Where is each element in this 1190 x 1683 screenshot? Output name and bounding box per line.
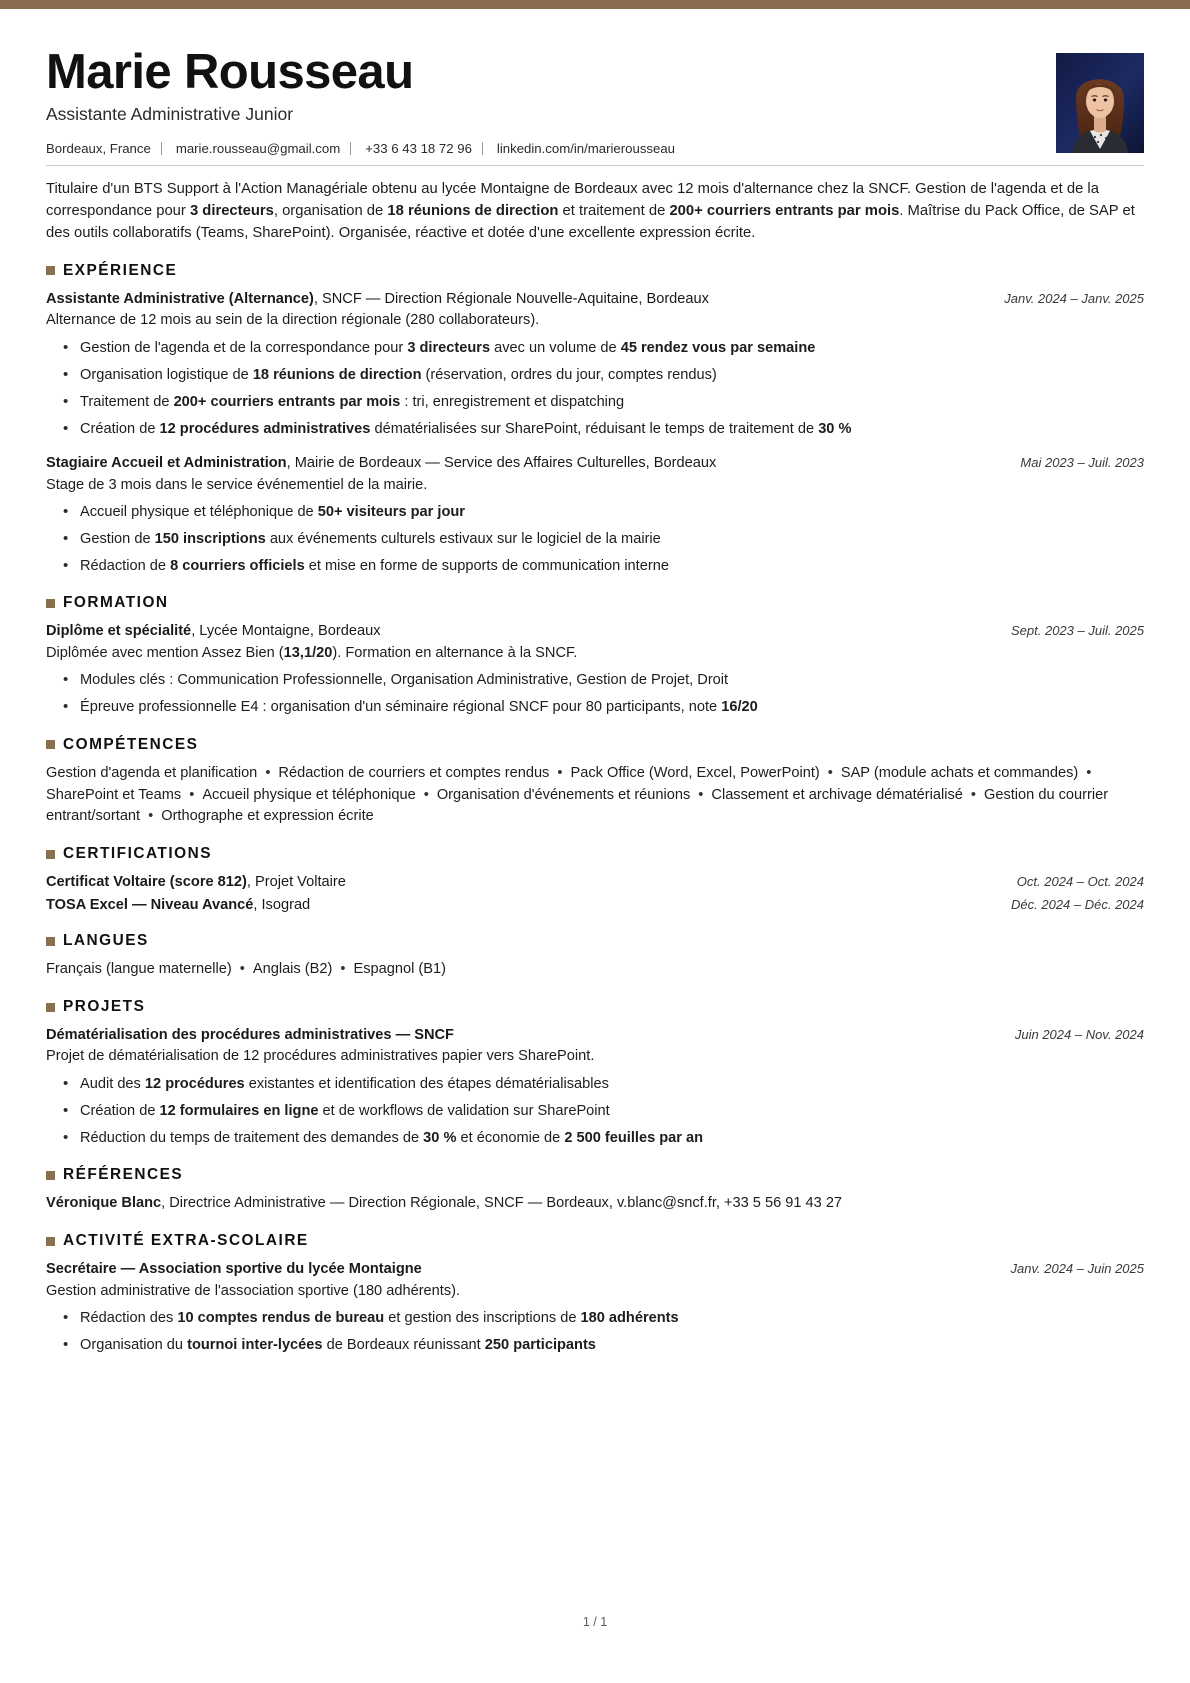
entry-organization: , Lycée Montaigne, Bordeaux: [191, 623, 381, 640]
body-text: et traitement de: [558, 203, 670, 220]
body-text: aux événements culturels estivaux sur le logiciel de la mairie: [265, 531, 661, 548]
bullet-item: [80, 697, 1144, 718]
section-title: RÉFÉRENCES: [63, 1166, 184, 1184]
section-marker-icon: [46, 740, 55, 749]
entry-header-row: [46, 1025, 1144, 1045]
portrait-photo-icon: [1056, 53, 1144, 153]
body-text: de Bordeaux réunissant: [322, 1337, 485, 1354]
body-text: et économie de: [456, 1130, 565, 1147]
highlight-text: 12 procédures administratives: [159, 421, 371, 437]
contact-separator: [482, 142, 483, 155]
experience-entries: [46, 289, 1144, 578]
highlight-text: tournoi inter-lycées: [187, 1337, 323, 1354]
body-text: Organisation du: [80, 1337, 188, 1354]
body-text: Audit des: [80, 1075, 145, 1092]
body-text: Diplômée avec mention Assez Bien (: [46, 644, 284, 661]
list-separator-icon: •: [970, 786, 976, 803]
entry-date-range: Sept. 2023 – Juil. 2025: [1011, 623, 1144, 639]
bullet-item: [80, 1101, 1144, 1122]
section-marker-icon: [46, 937, 55, 946]
body-text: Épreuve professionnelle E4 : organisation d'un séminaire régional SNCF pour 80 participants, note: [80, 699, 722, 716]
list-item: SAP (module achats et commandes): [840, 764, 1079, 781]
languages-list: [46, 959, 1144, 981]
section-marker-icon: [46, 1171, 55, 1180]
reference-entry: [46, 1193, 1144, 1215]
body-text: existantes et identification des étapes dématérialisables: [244, 1075, 609, 1092]
body-text: Accueil physique et téléphonique de: [80, 504, 318, 520]
body-text: Rédaction de: [80, 558, 171, 575]
list-separator-icon: •: [189, 786, 195, 803]
entry-description: [46, 643, 1144, 663]
body-text: Création de: [80, 1103, 160, 1120]
entry-title: [46, 289, 709, 309]
entry-header-row: [46, 621, 1144, 641]
section-header-references: [46, 1166, 1144, 1184]
list-separator-icon: •: [698, 786, 704, 803]
bullet-item: [80, 1335, 1144, 1356]
section-title: CERTIFICATIONS: [63, 845, 212, 863]
contact-email[interactable]: marie.rousseau@gmail.com: [175, 141, 341, 157]
body-text: Création de: [80, 421, 160, 437]
entry-description: Gestion administrative de l'association sportive (180 adhérents).: [46, 1282, 461, 1299]
entry-bullet-list: [46, 1308, 1144, 1356]
list-item: Rédaction de courriers et comptes rendus: [278, 764, 550, 781]
contact-line: [46, 141, 1144, 165]
certification-issuer: , Isograd: [253, 896, 311, 913]
entry-title: [46, 1259, 422, 1279]
entry-bullet-list: [46, 670, 1144, 718]
contact-phone[interactable]: +33 6 43 18 72 96: [365, 141, 472, 157]
skills-list: [46, 763, 1144, 829]
section-marker-icon: [46, 850, 55, 859]
list-separator-icon: •: [340, 961, 346, 978]
highlight-text: 2 500 feuilles par an: [564, 1130, 704, 1147]
list-separator-icon: •: [239, 961, 245, 978]
list-item: Classement et archivage dématérialisé: [711, 786, 963, 803]
entry-title: [46, 621, 381, 641]
body-text: Gestion de l'agenda et de la correspondance pour: [80, 339, 408, 356]
bullet-item: [80, 1308, 1144, 1329]
body-text: Titulaire d'un BTS Support à l'Action Managériale obtenu au lycée Montaigne de Bordeaux avec 12 mois d'alternance chez la SNCF. Gestion de l'agenda et de la correspondance pour: [46, 181, 1099, 220]
section-header-langues: [46, 932, 1144, 950]
contact-separator: [161, 142, 162, 155]
section-header-certifications: [46, 845, 1144, 863]
section-title: FORMATION: [63, 594, 169, 612]
highlight-text: 18 réunions de direction: [252, 366, 422, 383]
section-header-extra-scolaire: [46, 1232, 1144, 1250]
section-title: PROJETS: [63, 998, 146, 1016]
resume-entry: [46, 1259, 1144, 1356]
section-header-experience: [46, 262, 1144, 280]
body-text: . Maîtrise du Pack Office, de SAP et des outils collaboratifs (Teams, SharePoint). Organisée, réactive et dotée d'une excellente expression écrite.: [46, 203, 1135, 241]
body-text: et mise en forme de supports de communication interne: [304, 558, 669, 575]
body-text: : tri, enregistrement et dispatching: [400, 393, 625, 410]
certification-name: TOSA Excel — Niveau Avancé: [46, 896, 254, 913]
bullet-item: [80, 502, 1144, 523]
highlight-text: 250 participants: [484, 1337, 596, 1354]
certification-row: [46, 872, 1144, 892]
highlight-text: 30 %: [818, 421, 852, 437]
certification-date-range: Oct. 2024 – Oct. 2024: [1016, 874, 1144, 890]
entry-bullet-list: [46, 338, 1144, 441]
certification-entries: [46, 872, 1144, 915]
highlight-text: 16/20: [721, 699, 758, 716]
entry-role: Dématérialisation des procédures administratives — SNCF: [46, 1027, 454, 1044]
section-marker-icon: [46, 1237, 55, 1246]
certification-date-range: Déc. 2024 – Déc. 2024: [1011, 896, 1144, 912]
professional-summary: [46, 179, 1144, 244]
accent-top-bar: [0, 0, 1190, 9]
body-text: (réservation, ordres du jour, comptes rendus): [421, 366, 717, 383]
section-header-competences: [46, 736, 1144, 754]
certification-row: [46, 895, 1144, 915]
section-title: COMPÉTENCES: [63, 735, 199, 753]
highlight-text: 30 %: [423, 1130, 457, 1147]
list-separator-icon: •: [148, 808, 154, 825]
highlight-text: 45 rendez vous par semaine: [620, 339, 816, 356]
bullet-item: [80, 556, 1144, 577]
entry-header-row: [46, 1259, 1144, 1279]
body-text: avec un volume de: [490, 339, 621, 356]
resume-entry: [46, 453, 1144, 577]
page-indicator: 1 / 1: [582, 1615, 608, 1629]
list-item: Anglais (B2): [252, 961, 333, 978]
list-item: Orthographe et expression écrite: [161, 808, 374, 825]
body-text: ). Formation en alternance à la SNCF.: [332, 644, 578, 661]
entry-bullet-list: [46, 502, 1144, 577]
entry-title: [46, 1025, 454, 1045]
highlight-text: 50+ visiteurs par jour: [317, 504, 465, 520]
body-text: Modules clés : Communication Professionnelle, Organisation Administrative, Gestion de Projet, Droit: [80, 672, 729, 689]
list-separator-icon: •: [557, 764, 563, 781]
section-header-projets: [46, 998, 1144, 1016]
entry-bullet-list: [46, 1074, 1144, 1149]
candidate-headline: Assistante Administrative Junior: [46, 104, 294, 125]
list-separator-icon: •: [827, 764, 833, 781]
resume-entry: [46, 1025, 1144, 1149]
bullet-item: [80, 338, 1144, 359]
highlight-text: 8 courriers officiels: [170, 558, 305, 575]
entry-description: Projet de dématérialisation de 12 procédures administratives papier vers SharePoint.: [46, 1048, 595, 1065]
highlight-text: 200+ courriers entrants par mois: [173, 393, 401, 410]
list-separator-icon: •: [1086, 764, 1092, 781]
highlight-text: 12 formulaires en ligne: [159, 1103, 319, 1120]
entry-date-range: Mai 2023 – Juil. 2023: [1020, 455, 1144, 471]
certification-title: [46, 895, 310, 915]
entry-header-row: [46, 289, 1144, 309]
resume-header: [46, 47, 1144, 166]
highlight-text: 18 réunions de direction: [387, 203, 559, 220]
resume-entry: [46, 621, 1144, 718]
body-text: et de workflows de validation sur SharePoint: [318, 1103, 610, 1120]
project-entries: [46, 1025, 1144, 1149]
entry-date-range: Juin 2024 – Nov. 2024: [1014, 1027, 1144, 1043]
entry-description: Stage de 3 mois dans le service événementiel de la mairie.: [46, 476, 428, 493]
list-item: Accueil physique et téléphonique: [202, 786, 416, 803]
highlight-text: 10 comptes rendus de bureau: [177, 1310, 385, 1327]
bullet-item: [80, 1074, 1144, 1095]
list-item: Gestion d'agenda et planification: [46, 764, 258, 781]
body-text: Traitement de: [80, 393, 174, 410]
entry-role: Stagiaire Accueil et Administration: [46, 455, 287, 472]
section-marker-icon: [46, 599, 55, 608]
section-title: EXPÉRIENCE: [63, 261, 178, 279]
body-text: , organisation de: [273, 203, 388, 220]
bullet-item: [80, 529, 1144, 550]
formation-entries: [46, 621, 1144, 718]
reference-details: , Directrice Administrative — Direction Régionale, SNCF — Bordeaux, v.blanc@sncf.fr, +33 5 56 91 43 27: [161, 1195, 843, 1212]
highlight-text: 180 adhérents: [580, 1310, 679, 1327]
list-item: Espagnol (B1): [353, 961, 446, 978]
list-separator-icon: •: [265, 764, 271, 781]
entry-date-range: Janv. 2024 – Juin 2025: [1010, 1261, 1144, 1277]
section-header-formation: [46, 594, 1144, 612]
body-text: Réduction du temps de traitement des demandes de: [80, 1130, 424, 1147]
reference-name: Véronique Blanc: [46, 1195, 162, 1212]
highlight-text: 12 procédures: [144, 1075, 245, 1092]
avatar: [1056, 53, 1144, 153]
entry-title: [46, 453, 716, 473]
extra-entries: [46, 1259, 1144, 1356]
section-marker-icon: [46, 1003, 55, 1012]
bullet-item: [80, 1128, 1144, 1149]
contact-separator: [350, 142, 351, 155]
body-text: Organisation logistique de: [80, 366, 253, 383]
contact-linkedin[interactable]: linkedin.com/in/marierousseau: [496, 141, 676, 157]
highlight-text: 150 inscriptions: [154, 531, 266, 548]
body-text: dématérialisées sur SharePoint, réduisant le temps de traitement de: [370, 421, 819, 437]
highlight-text: 200+ courriers entrants par mois: [669, 203, 900, 220]
section-title: ACTIVITÉ EXTRA-SCOLAIRE: [63, 1232, 309, 1250]
list-item: SharePoint et Teams: [46, 786, 182, 803]
list-item: Pack Office (Word, Excel, PowerPoint): [570, 764, 820, 781]
bullet-item: [80, 670, 1144, 691]
certification-title: [46, 872, 346, 892]
header-divider: [46, 165, 1144, 166]
entry-organization: , Mairie de Bordeaux — Service des Affaires Culturelles, Bordeaux: [286, 455, 717, 472]
highlight-text: 13,1/20: [283, 644, 333, 661]
candidate-name: Marie Rousseau: [46, 45, 414, 99]
bullet-item: [80, 419, 1144, 440]
body-text: Rédaction des: [80, 1310, 178, 1327]
list-item: Gestion du courrier entrant/sortant: [46, 786, 1109, 825]
section-title: LANGUES: [63, 932, 149, 950]
certification-issuer: , Projet Voltaire: [246, 874, 346, 891]
highlight-text: 3 directeurs: [407, 339, 491, 356]
list-item: Organisation d'événements et réunions: [436, 786, 691, 803]
entry-header-row: [46, 453, 1144, 473]
list-item: Français (langue maternelle): [46, 961, 232, 978]
resume-content: [0, 9, 1190, 1369]
entry-date-range: Janv. 2024 – Janv. 2025: [1004, 290, 1144, 306]
list-separator-icon: •: [423, 786, 429, 803]
highlight-text: 3 directeurs: [189, 203, 274, 220]
resume-entry: [46, 289, 1144, 440]
entry-role: Diplôme et spécialité: [46, 623, 192, 640]
entry-role: Assistante Administrative (Alternance): [46, 290, 314, 307]
contact-location: Bordeaux, France: [46, 141, 151, 157]
bullet-item: [80, 365, 1144, 386]
body-text: et gestion des inscriptions de: [384, 1310, 581, 1327]
page-footer: [0, 1615, 1190, 1629]
certification-name: Certificat Voltaire (score 812): [46, 874, 247, 891]
section-marker-icon: [46, 266, 55, 275]
entry-role: Secrétaire — Association sportive du lycée Montaigne: [46, 1261, 422, 1278]
bullet-item: [80, 392, 1144, 413]
entry-description: Alternance de 12 mois au sein de la direction régionale (280 collaborateurs).: [46, 312, 540, 329]
entry-organization: , SNCF — Direction Régionale Nouvelle-Aquitaine, Bordeaux: [313, 290, 709, 307]
body-text: Gestion de: [80, 531, 155, 548]
